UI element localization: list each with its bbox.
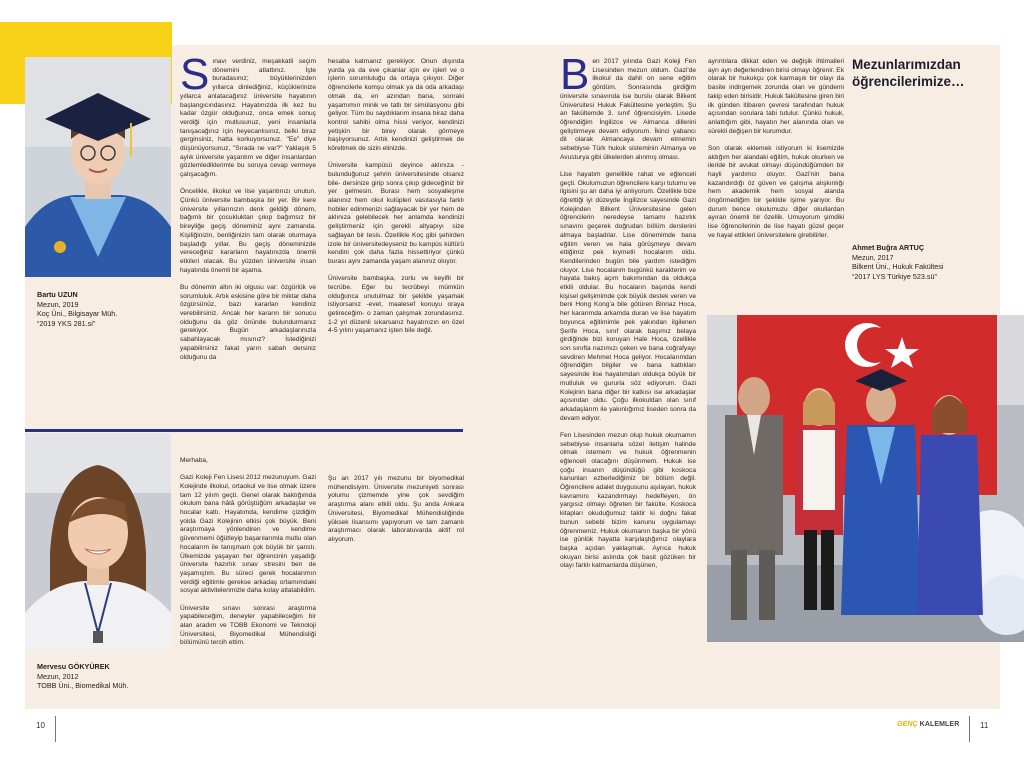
- ahmet-text-col1: [560, 58, 696, 694]
- mervesu-name: Mervesu GÖKYÜREK: [37, 662, 110, 671]
- bartu-line3: “2019 YKS 281.si”: [37, 318, 96, 328]
- right-page-number: 11: [980, 721, 989, 730]
- ahmet-caption: [852, 243, 992, 281]
- graduation-photo: [707, 315, 1024, 642]
- bartu-line1: Mezun, 2019: [37, 299, 79, 309]
- ahmet-para: Son olarak eklemek istiyorum ki lisemizde aldığım her alandaki eğitim, hukuk okurken ve ileride bir avukat olmayı düşündüğümden bir hayli yardımcı oluyor. Gazi'nin bana kazandırdığı öz güven ve çalışma alışkınlığı hem akademik hem sosyal alanda öngörmediğim bir şekilde işime yarıyor. Bu durum bence okulumuzu diğer okullardan ayıran önemli bir özellik. Umuyorum şimdiki lise öğrencilerinin de lise hayatı güzel geçer ve hayal ettikleri üniversitelere girebilirler.: [708, 144, 844, 239]
- ahmet-text-col2: [708, 58, 844, 298]
- mervesu-text-col1: [180, 457, 316, 697]
- ahmet-para: Lise hayatım genellikle rahat ve eğlenceli geçti. Okulumuzun öğrencilere karşı tutumu ve ilgisini şu an daha iyi anlıyorum. Özellikle bize öğrettiği iyi düzeyde İngilizce sayesinde Gazi Kolejinden Bilkent Üniversitesine gelen öğrencilerin neredeyse tamamı hazırlık sınavını geçerek doğrudan bölüm derslerini almaya başladılar. Lise dönemimde bana eğitim veren ve hala görüşmeye devam ettiğimiz pek kıymetli hocalarım oldu. Kendilerinden bugün bile yardım istediğim oluyor. Lise hocalarım bugünkü karakterim ve hayata bakış açım bakımından da oldukça etkili oldular. Bu hocaların başında kendi kişisel gelişimimde çok büyük destek veren ve beni Hong Kong'a bile götüren Binnaz Hoca, her kararımda arkamda duran ve lise hayatım boyunca eğitimimle pek yakından ilgilenen Şerife Hoca, sınıf olarak başımız belaya girdiğinde bizi koruyan Hale Hoca, özellikle son sınıfta nazımızı çeken ve bana coğrafyayı sevdiren Mehmet Hoca geliyor. Hocalarımdan öğrendiğim bilgiler ve bana kattıkları sayesinde lise hayatımdan oldukça büyük bir mutluluk ve gururla söz ediyorum. Gazi Kolejinin bana diğer bir katkısı ise arkadaşlar açısından oldu. Çoğu ilkokuldan olan sınıf arkadaşlarım ile yakınlığımız liseden sonra da devam ediyor.: [560, 170, 696, 422]
- brand-rest: KALEMLER: [919, 721, 960, 728]
- mervesu-line1: Mezun, 2012: [37, 671, 79, 681]
- mervesu-caption: [37, 662, 167, 691]
- bartu-para: ınavı verdiniz, meşakkatli seçim dönemini atlattınız. İşte buradasınız; büyüklerinizden yıllarca dinlediğiniz, küçüklerinize yıllarca anlatacağınız üniversite hayatının başlangıcındasınız. Hayatınızda ilk kez bu kadar özgür olduğunuz, onca emek sonuç verdiği için mutlusunuz, yeni insanlarla tanışacağınız için heyecanlısınız, belki biraz gerginsiniz, hatta korkuyorsunuz. "Ee" diye düşünüyorsunuz, "Sırada ne var?" Yaklaşık 5 aylık üniversite yaşantım ve diğer insanlardan gözlemlediklerimle bu soruya cevap vermeye çalışacağım.: [180, 58, 316, 179]
- mervesu-photo: [25, 433, 171, 650]
- bartu-dropcap: S: [180, 58, 210, 99]
- left-page-number: 10: [36, 721, 45, 730]
- bartu-text-col1: [180, 58, 316, 422]
- brand-mark: GENÇ: [897, 721, 918, 728]
- bartu-photo: [25, 57, 171, 277]
- page-heading: Mezunlarımızdan öğrencilerimize…: [852, 57, 965, 89]
- ahmet-line2: Bilkent Üni., Hukuk Fakültesi: [852, 262, 944, 272]
- bartu-text-col2: [328, 58, 464, 422]
- section-divider: [25, 429, 463, 432]
- bartu-para: Üniversite kampüsü deyince aklınıza -bulunduğunuz şehrin üniversitesinde olsanız bile- dersinize girip sonra çıkıp gideceğiniz bir yer gelmesin. Burası hem sosyalleşme alanınız hem okul kulüpleri vasıtasıyla farklı hobiler edinmenizi sağlayacak bir yer hem de aklınıza gelebilecek her anlamda kendinizi geliştirmeniz için gerekli altyapıyı size sağlayan bir tesis. Özellikle Koç gibi şehirden izole bir üniversitedeyseniz bu kampüs kültürü kendini çok daha fazla hissettiriyor çünkü burası aynı zamanda yaşam alanınız oluyor.: [328, 162, 464, 265]
- ahmet-para: Fen Lisesinden mezun olup hukuk okumamın sebebiyse insanlarla sözel iletişim halinde olmak istemem ve hukuk öğrenmenin eğlenceli olacağını düşünmem. Hukuk ise çoğu insanın düşündüğü gibi koskoca kanunları ezberlediğimiz bir bölüm değil. Öğrencilere adalet duygusunu aşılayan, hukuk kavramını kazandırmayı hedefleyen, ön yargısız olmayı öğreten bir fakülte. Koskoca kitapları okuduğumuz taktir ki doğru fakat bunun sebebi bizim kanunu uygulamayı öğrenmemiz. Hukuk okumanın başka bir yönü ise günlük hayatta karşılaştığımız olaylara başka açıdan yaklaşmak. Ayrıca hukuk okuyan birisi aslında çok basit gözüken bir olayı farklı katmanlarda düşünen,: [560, 431, 696, 570]
- ahmet-dropcap: B: [560, 58, 590, 99]
- ahmet-line1: Mezun, 2017: [852, 252, 894, 262]
- bartu-para: Öncelikle, ilkokul ve lise yaşantınızı unutun. Çünkü üniversite bambaşka bir yer. Bir kere üniversite yıllarınızın denk geldiği dönem, bağımlı bir çocukluktan çıkıp bağımsız bir bireyliğe geçiş döneminiz aynı zamanda. Kişiliğinizin, benliğinizin tam olarak oturmaya başladığı yıllar. Bu geçiş döneminizde vereceğiniz kararların hayatınızda önemli etkileri olacak. Bu yüzden üniversite insan hayatında önemli bir aşama.: [180, 188, 316, 274]
- mervesu-para: Şu an 2017 yılı mezunu bir biyomedikal mühendisiyim. Üniversite mezuniyeti sonrası yolumu çizmemde yine çok sevdiğim araştırma alanı etkili oldu. Şu anda Ankara Üniversitesi, Biyomedikal Mühendisliğinde yüksek lisansımı yapıyorum ve tam zamanlı araştırmacı olarak laboratuvarda aktif rol alıyorum.: [328, 475, 464, 543]
- mervesu-para: Gazi Koleji Fen Lisesi 2012 mezunuyum. Gazi Kolejinde ilkokul, ortaokul ve lise olmak üzere tam 12 yılım geçti. Genel olarak baktığımda okulum bana hâlâ görüştüğüm arkadaşlar ve hocalar kattı. Hayatımda, kendime çizdiğim yolda Gazi Kolejinin etkisi çok büyük. Beni araştırmaya yönlendiren ve kendime güvenmemi öğütleyip başarılarımla mutlu olan hocalarım ile tanışmam çok büyük bir şanstı. Ülkemizde yaşayan her öğrencinin yaşadığı üniversite hazırlık sınav stresini ben de yaşamıştım. Bu süreci gerek hocalarımın verdiği eğitimle gerekse arkadaş ortamımdaki sosyal aktivitelerimizle daha kolay atlatabildim.: [180, 474, 316, 595]
- ahmet-para: ayrıntılara dikkat eden ve değişik ihtimalleri ayrı ayrı değerlendiren birisi olmayı öğrenir. Ek olarak bir hukukçu çok karmaşık bir olayı da basite indirgemek zorunda olan ve gündemi takip eden birisidir. Hukuk fakültesine giren biri ilk günden itibaren çevresi tarafından hukuk açısından sorulara tabi tutulur. Çünkü hukuk, anlattığım gibi, hayatın her alanında olan ve sürekli değişen bir kurumdur.: [708, 58, 844, 135]
- bartu-para: Üniversite bambaşka, zorlu ve keyifli bir tecrübe. Eğer bu tecrübeyi mümkün olduğunca unutulmaz bir şekilde yaşamak istiyorsanız -evet, maalesef konuyu oraya getireceğim- o zaman çalışmak zorundasınız. 1-2 yıl düzenli sıkarsanız hayatınızın en özel 4-5 yılını yaşamanız işten bile değil.: [328, 275, 464, 335]
- ahmet-line3: “2017 LYS Türkiye 523.sü”: [852, 271, 937, 281]
- right-folio-rule: [969, 716, 970, 742]
- bartu-line2: Koç Üni., Bilgisayar Müh.: [37, 309, 118, 319]
- brand-logo: [897, 721, 959, 728]
- bartu-para: Bu dönemin altın iki olgusu var: özgürlük ve sorumluluk. Artık eskisine göre bir miktar daha özgürsünüz, bazı kararları kendiniz verebilirsiniz. Ancak her kararın bir sonucu olduğunu da göz önünde bulundurmanız gerekiyor. Bugün arkadaşlarınızla sabahlayacak mısınız? İstediğinizi yapabilirsiniz fakat yarın sabah dersiniz olduğunu da: [180, 283, 316, 361]
- mervesu-para: Merhaba,: [180, 457, 208, 464]
- bartu-name: Bartu UZUN: [37, 290, 78, 299]
- bartu-para: hesaba katmanız gerekiyor. Onun dışında yurda ya da eve çıkanlar için ev işleri ve o işlerin sorumluluğu da ortaya çıkıyor. Diğer öğrencilerle komşu olmak ya da oda arkadaşı olmak da, en azından bana, sonraki yaşamımın minik ve tatlı bir simülasyonu gibi geliyor. Tüm bu saydıklarım insana biraz daha kontrol sahibi olma hissi veriyor, kendinizi yetişkin bir birey olarak görmeye başlıyorsunuz. Artık kendinizi geliştirmek de köreltmek de sizin elinizde.: [328, 58, 464, 153]
- left-folio-rule: [55, 716, 56, 742]
- mervesu-para: Üniversite sınavı sonrası araştırma yapabileceğim, deneyler yapabileceğim bir alan aradım ve TOBB Ekonomi ve Teknoloji Üniversitesi, Biyomedikal Mühendisliği bölümünü tercih ettim.: [180, 604, 316, 647]
- ahmet-para: en 2017 yılında Gazi Koleji Fen Lisesinden mezun oldum. Gazi'de ilkokul da dahil on sene eğitim gördüm. Sonrasında girdiğim üniversite sınavında ise burslu olarak Bilkent Üniversitesi Hukuk Fakültesine yerleştim. Şu an fakültemde 3. sınıf öğrencisiyim. Lisede öğrendiğim İngilizce ve Almanca dillerini geliştirmeye devam ediyorum. İkinci yabancı dil olarak Almancaya devam etmemin sebebiyse Türk hukuk sisteminin Almanya ve Avusturya gibi ülkelerden alınmış olması.: [560, 58, 696, 161]
- mervesu-line2: TOBB Üni., Biomedikal Müh.: [37, 681, 129, 691]
- mervesu-text-col2: [328, 475, 464, 595]
- ahmet-name: Ahmet Buğra ARTUÇ: [852, 243, 925, 252]
- bartu-caption: [37, 290, 167, 328]
